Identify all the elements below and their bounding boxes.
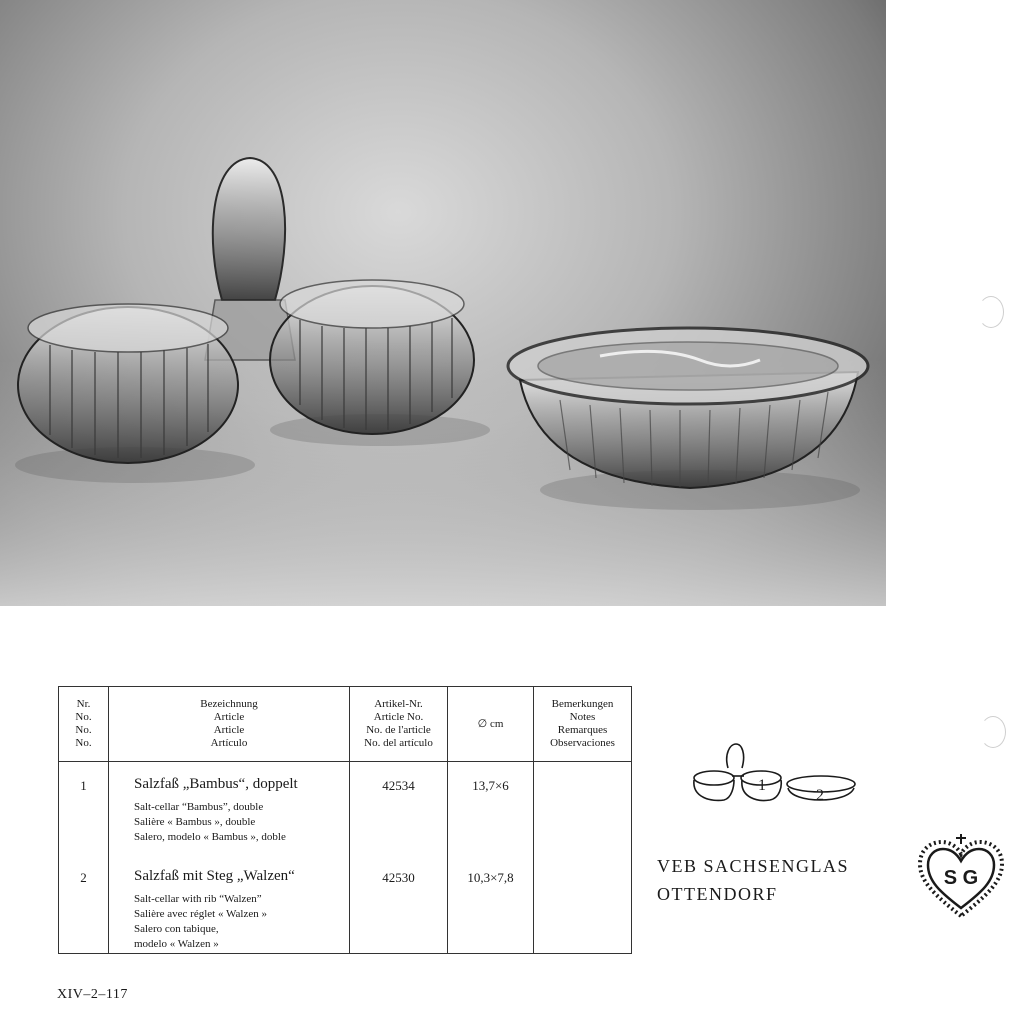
table-header-row	[59, 687, 632, 762]
item-translation-en: Salt-cellar “Bambus”, double	[134, 801, 264, 813]
row-remarks	[534, 858, 632, 954]
row-number: 1	[59, 762, 109, 858]
row-remarks	[534, 762, 632, 858]
row-description	[109, 762, 350, 858]
item-translation-fr: Salière avec réglet « Walzen »	[134, 907, 267, 920]
item-translation-es-cont: modelo « Walzen »	[134, 937, 219, 950]
row-article-no: 42530	[350, 858, 448, 954]
row-dimensions: 10,3×7,8	[448, 858, 534, 954]
logo-letters: S G	[943, 867, 979, 889]
item-translation-en: Salt-cellar with rib “Walzen”	[134, 892, 262, 905]
row-article-no: 42534	[350, 762, 448, 858]
table-row	[59, 858, 632, 954]
sketch-label-2: 2	[816, 787, 824, 804]
company-name	[657, 852, 849, 908]
sachsenglas-heart-logo	[916, 834, 1006, 920]
header-bemerkungen: Bemerkungen Notes Remarques Observaciones	[534, 687, 632, 762]
punch-hole	[980, 716, 1006, 748]
row-number: 2	[59, 858, 109, 954]
item-translation-es: Salero con tabique,	[134, 922, 219, 935]
item-sketch	[688, 740, 868, 815]
header-artikel: Artikel-Nr. Article No. No. de l'article No. del artículo	[350, 687, 448, 762]
page-code: XIV–2–117	[57, 987, 128, 1002]
company-line-1: VEB SACHSENGLAS	[657, 856, 850, 876]
item-name-de: Salzfaß „Bambus“, doppelt	[134, 776, 298, 792]
company-line-2: OTTENDORF	[657, 884, 778, 904]
row-dimensions: 13,7×6	[448, 762, 534, 858]
row-description	[109, 858, 350, 954]
header-dimensions: ∅ cm	[448, 687, 534, 762]
sketch-label-1: 1	[758, 777, 766, 794]
specification-table	[58, 686, 632, 954]
header-nr: Nr. No. No. No.	[59, 687, 109, 762]
punch-hole	[978, 296, 1004, 328]
header-bezeichnung: Bezeichnung Article Article Artículo	[109, 687, 350, 762]
item-name-de: Salzfaß mit Steg „Walzen“	[134, 867, 295, 884]
table-row	[59, 762, 632, 858]
item-translation-fr: Salière « Bambus », double	[134, 816, 256, 828]
item-translation-es: Salero, modelo « Bambus », doble	[134, 831, 286, 843]
